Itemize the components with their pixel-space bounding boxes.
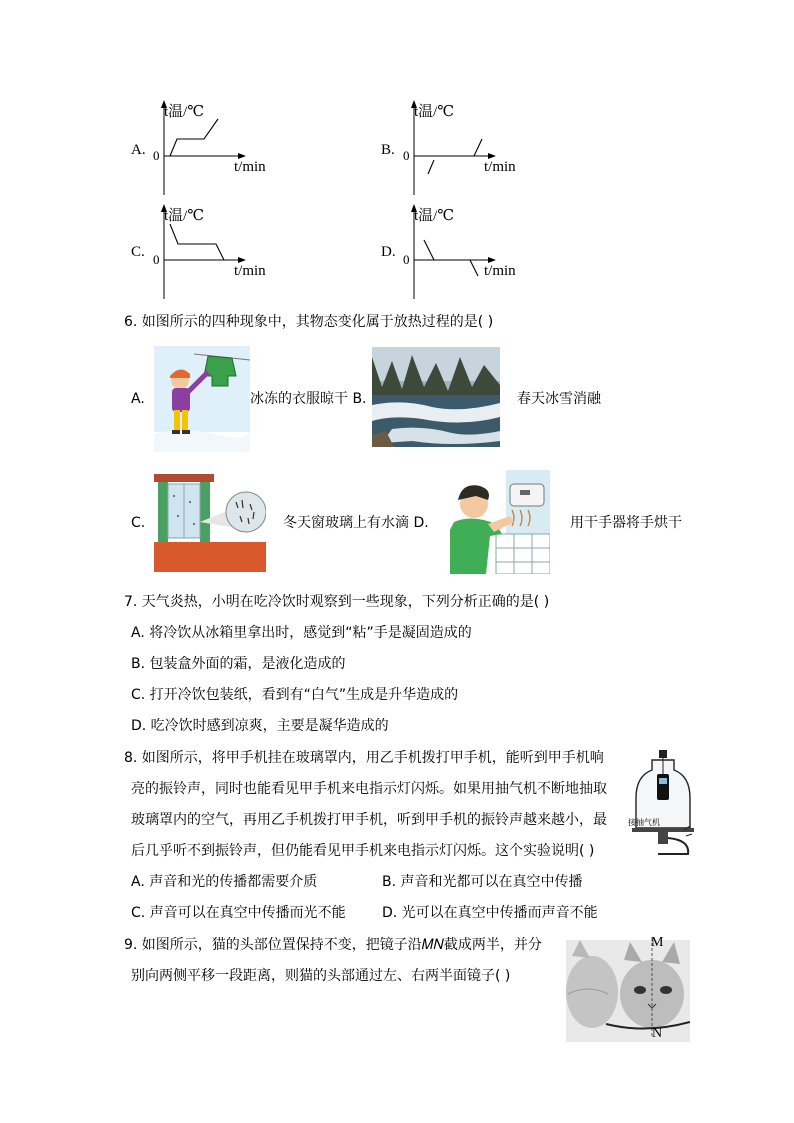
q8-option-c: C. 声音可以在真空中传播而光不能 <box>131 905 346 921</box>
label-n: N <box>652 1026 663 1041</box>
q8-option-b: B. 声音和光都可以在真空中传播 <box>382 874 583 890</box>
option-d-text: 用干手器将手烘干 <box>570 515 682 531</box>
question-8-line-2: 亮的振铃声，同时也能看见甲手机来电指示灯闪烁。如果用抽气机不断地抽取 <box>131 781 607 797</box>
melting-ice-river-image <box>372 347 500 447</box>
option-letter: B. <box>381 142 395 158</box>
option-letter: A. <box>131 142 146 158</box>
window-water-drops-image <box>154 472 266 572</box>
y-axis-label: t温/℃ <box>414 208 455 224</box>
cat-mirror-image <box>566 934 690 1042</box>
q8-option-a: A. 声音和光的传播都需要介质 <box>131 874 318 890</box>
question-7-stem: 7. 天气炎热，小明在吃冷饮时观察到一些现象，下列分析正确的是( ) <box>124 594 550 610</box>
x-axis-label: t/min <box>484 263 516 279</box>
question-9-line-1: 9. 如图所示，猫的头部位置保持不变，把镜子沿𝑀𝑁截成两半，并分 <box>124 937 542 953</box>
question-9-line-2: 别向两侧平移一段距离，则猫的头部通过左、右两半面镜子( ) <box>131 968 511 984</box>
question-8-line-3: 玻璃罩内的空气，再用乙手机拨打甲手机，听到甲手机的振铃声越来越小，最 <box>131 812 607 828</box>
y-axis-label: t温/℃ <box>414 104 455 120</box>
option-b-text: 春天冰雪消融 <box>517 391 601 407</box>
pump-label: 接抽气机 <box>628 818 660 827</box>
y-axis-label: t温/℃ <box>164 104 205 120</box>
option-letter: D. <box>381 244 396 260</box>
label-m: M <box>651 935 664 950</box>
q8-option-d: D. 光可以在真空中传播而声音不能 <box>382 905 598 921</box>
option-c-text: 冬天窗玻璃上有水滴 D. <box>283 515 429 531</box>
y-axis-label: t温/℃ <box>164 208 205 224</box>
option-letter: C. <box>131 244 145 260</box>
hand-dryer-image <box>436 470 550 574</box>
question-8-line-1: 8. 如图所示，将甲手机挂在玻璃罩内，用乙手机拨打甲手机，能听到甲手机响 <box>124 750 604 766</box>
q7-option-d: D. 吃冷饮时感到凉爽，主要是凝华造成的 <box>131 718 389 734</box>
option-a-text: 冰冻的衣服晾干 B. <box>250 391 367 407</box>
x-axis-label: t/min <box>234 159 266 175</box>
bell-jar-phone-image <box>628 750 698 858</box>
child-drying-frozen-clothes-image <box>154 346 250 452</box>
origin-label: 0 <box>153 252 160 267</box>
question-6-stem: 6. 如图所示的四种现象中，其物态变化属于放热过程的是( ) <box>124 314 494 330</box>
x-axis-label: t/min <box>484 159 516 175</box>
option-c-letter: C. <box>131 515 146 531</box>
x-axis-label: t/min <box>234 263 266 279</box>
option-a-letter: A. <box>131 391 145 407</box>
q7-option-a: A. 将冷饮从冰箱里拿出时，感觉到“粘”手是凝固造成的 <box>131 625 472 641</box>
origin-label: 0 <box>403 148 410 163</box>
q7-option-b: B. 包装盒外面的霜，是液化造成的 <box>131 656 346 672</box>
q7-option-c: C. 打开冷饮包装纸，看到有“白气”生成是升华造成的 <box>131 687 459 703</box>
origin-label: 0 <box>153 148 160 163</box>
origin-label: 0 <box>403 252 410 267</box>
question-8-line-4: 后几乎听不到振铃声，但仍能看见甲手机来电指示灯闪烁。这个实验说明( ) <box>131 843 595 859</box>
